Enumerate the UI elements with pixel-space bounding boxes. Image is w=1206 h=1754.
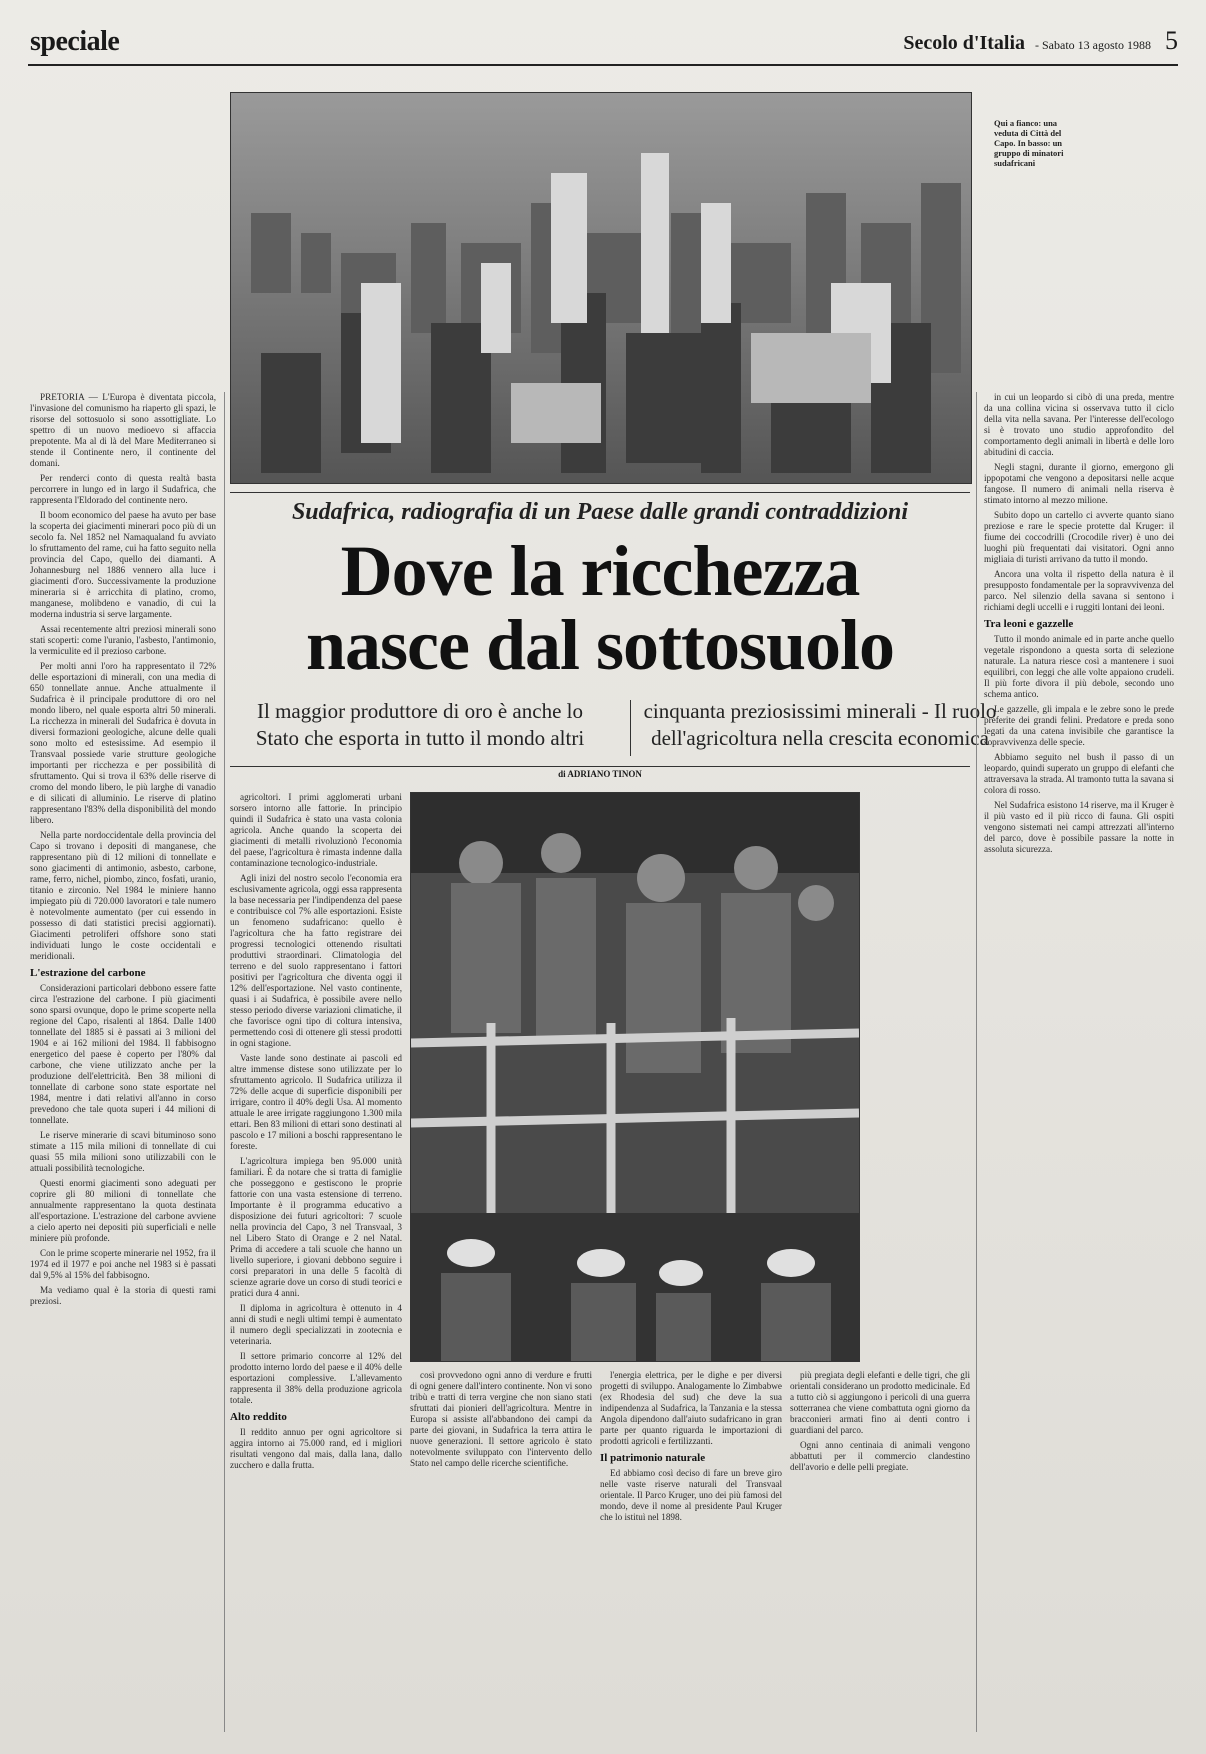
paragraph: Subito dopo un cartello ci avverte quanto siano preziose e rare le specie protette dal Kruger: il fiume dei coccodrilli (Crocodile river) è uno dei luoghi più frequentati dai visitatori. Ogni anno migliaia di turisti arrivano da tutto il mondo. [984, 510, 1174, 564]
kicker: Sudafrica, radiografia di un Paese dalle grandi contraddizioni [230, 492, 970, 526]
paragraph: Il settore primario concorre al 12% del prodotto interno lordo del paese e il 40% delle esportazioni complessive. L'allevamento rappresenta il 38% della produzione agricola totale. [230, 1351, 402, 1405]
city-photo [230, 92, 972, 484]
article-column-4 [600, 1370, 782, 1732]
paragraph: Ancora una volta il rispetto della natura è il presupposto fondamentale per la sopravvivenza del parco. Nel silenzio della savana si sentono i richiami degli uccelli e i ruggiti lontani dei leoni. [984, 569, 1174, 612]
paragraph: Negli stagni, durante il giorno, emergono gli ippopotami che vengono a depositarsi nelle acque fangose. Il numero di animali nella riserva è stimato intorno al mezzo milione. [984, 462, 1174, 505]
paragraph: Per renderci conto di questa realtà basta percorrere in lungo ed in largo il Sudafrica, che rappresenta l'Eldorado del continente nero. [30, 473, 216, 505]
deck-right: cinquanta preziosissimi minerali - Il ruolo dell'agricoltura nella crescita economica [643, 699, 997, 750]
column-rule [224, 392, 225, 1732]
paragraph: Il reddito annuo per ogni agricoltore si aggira intorno ai 75.000 rand, ed i migliori risultati vengono dal mais, dalla lana, dallo zucchero e dalla frutta. [230, 1427, 402, 1470]
article-column-6 [984, 392, 1174, 1732]
paragraph: Abbiamo seguito nel bush il passo di un leopardo, quindi superato un gruppo di elefanti che attraversava la strada. Al tramonto tutta la savana si colora di rosso. [984, 752, 1174, 795]
photo-caption: Qui a fianco: una veduta di Città del Capo. In basso: un gruppo di minatori sudafricani [994, 118, 1064, 168]
paragraph: Agli inizi del nostro secolo l'economia era esclusivamente agricola, oggi essa rappresenta la base necessaria per l'indipendenza del paese e contribuisce col 7% alle esportazioni. Esiste un fenomeno sudafricano: quello è l'agricoltura che ha fatto registrare dei progressi tecnologici ottenendo risultati produttivi straordinari. Climatologia del terreno e del suolo rappresentano i fattori positivi per l'agricoltura che diventa oggi il 12% dell'esportazione. Nel vasto continente, quasi i ai Sudafrica, è possibile avere nello stesso periodo diverse variazioni climatiche, il che favorisce ogni tipo di coltura intensiva, permettendo così di ottenere gli stessi prodotti in ogni stagione. [230, 873, 402, 1048]
deck-divider [630, 700, 631, 756]
paragraph: Nella parte nordoccidentale della provincia del Capo si trovano i depositi di manganese, che rappresentano più di 12 milioni di tonnellate e sono giacimenti di antimonio, asbesto, carbone, rame, ferro, nichel, piombo, zinco, fosfati, uranio, titanio e zirconio. Nel 1984 le miniere hanno impiegato più di 720.000 lavoratori e tale numero è notevolmente aumentato (per cui essendo in possesso di dati statistici precisi aggiornati). Giacimenti petroliferi offshore sono stati individuati lungo le coste occidentali e meridionali. [30, 830, 216, 961]
paragraph: Ma vediamo qual è la storia di questi rami preziosi. [30, 1285, 216, 1306]
paragraph: Ed abbiamo così deciso di fare un breve giro nelle vaste riserve naturali del Transvaal orientale. Il Parco Kruger, uno dei più famosi del mondo, deve il nome al presidente Paul Kruger che lo istituì nel 1898. [600, 1468, 782, 1522]
deck-left: Il maggior produttore di oro è anche lo Stato che esporta in tutto il mondo altri [255, 699, 585, 750]
paragraph: Il diploma in agricoltura è ottenuto in 4 anni di studi e negli ultimi tempi è aumentato il numero degli specializzati in zootecnia e veterinaria. [230, 1303, 402, 1346]
paragraph: Nel Sudafrica esistono 14 riserve, ma il Kruger è il più vasto ed il più ricco di fauna. Gli ospiti vengono sistemati nei campi attrezzati all'interno del parco, dove è possibile passare la notte in assoluta sicurezza. [984, 800, 1174, 854]
subheading: Il patrimonio naturale [600, 1452, 706, 1464]
paragraph: Considerazioni particolari debbono essere fatte circa l'estrazione del carbone. I più giacimenti sono sparsi ovunque, dopo le prime scoperte nella regione del Capo, risalenti al 1864. Dalle 1400 tonnellate del 1885 si è passati ai 3 milioni del 1904 e ai 162 milioni del 1984. Il fabbisogno energetico del paese è coperto per l'80% dal carbone, che viene utilizzato anche per la produzione dell'elettricità. Ben 38 milioni di tonnellate di carbone sono state esportate nel 1984, mentre i dati relativi all'anno in corso prevedono che tale quota superi i 44 milioni di tonnellate. [30, 983, 216, 1125]
paragraph: agricoltori. I primi agglomerati urbani sorsero intorno alle fattorie. In principio quindi il Sudafrica è stato una vasta colonia agricola. Anche quando la scoperta dei giacimenti di metalli rivoluzionò l'economia del paese, l'agricoltura è rimasta indenne dalla contaminazione tecnologico-industriale. [230, 792, 402, 868]
paragraph: in cui un leopardo si cibò di una preda, mentre da una collina vicina si osservava tutto il ciclo della vita nella savana. Per l'interesse dell'ecologo si è trovato uno studio approfondito del comportamento degli animali in libertà e delle loro abitudini di caccia. [984, 392, 1174, 457]
miners-photo [410, 792, 860, 1362]
header-rule [28, 64, 1178, 66]
paragraph: più pregiata degli elefanti e delle tigri, che gli orientali considerano un prodotto medicinale. Ed a tutto ciò si aggiungono i pericoli di una guerra sotterranea che viene combattuta ogni giorno da bracconieri armati fino ai denti contro i guardiani del parco. [790, 1370, 970, 1435]
paragraph: Le riserve minerarie di scavi bituminoso sono stimate a 115 mila milioni di tonnellate di cui quasi 55 mila milioni sono utilizzabili con le attuali possibilità tecnologiche. [30, 1130, 216, 1173]
paragraph: Questi enormi giacimenti sono adeguati per coprire gli 80 milioni di tonnellate che annualmente rappresentano la quota destinata all'esportazione. L'estrazione del carbone avviene a cielo aperto nei depositi più superficiali e nelle miniere più profonde. [30, 1178, 216, 1243]
article-column-1 [30, 392, 216, 1732]
paragraph: Il boom economico del paese ha avuto per base la scoperta dei giacimenti minerari poco più di un secolo fa. Nel 1852 nel Namaqualand fu avviato lo sfruttamento del rame, cui ha fatto seguito nella provincia del Capo, quello dei diamanti. A Johannesburg nel 1886 vennero alla luce i giacimenti d'oro. Successivamente la produzione mineraria si è arricchita di platino, cromo, manganese, molibdeno e vanadio, di cui la moderna industria si serve largamente. [30, 510, 216, 619]
subheading: Alto reddito [230, 1411, 287, 1423]
miners-image [411, 793, 859, 1361]
subheading: Tra leoni e gazzelle [984, 618, 1074, 630]
article-column-2 [230, 792, 402, 1732]
paragraph: Assai recentemente altri preziosi minerali sono stati scoperti: come l'uranio, l'asbesto, l'antimonio, la vermiculite ed il prezioso carbone. [30, 624, 216, 656]
issue-date: - Sabato 13 agosto 1988 [1035, 38, 1151, 52]
paragraph: PRETORIA — L'Europa è diventata piccola, l'invasione del comunismo ha riaperto gli spazi, le risorse del sottosuolo si sono assottigliate. Lo spettro di un nuovo medioevo si affaccia prepotente. Ma al di là del Mare Mediterraneo si stende il Continente nero, il continente del domani. [30, 392, 216, 468]
column-rule [976, 392, 977, 1732]
newspaper-name: Secolo d'Italia [903, 32, 1025, 54]
section-label: speciale [30, 26, 120, 57]
paragraph: l'energia elettrica, per le dighe e per diversi progetti di sviluppo. Analogamente lo Zimbabwe (ex Rhodesia del sud) che deve la sua indipendenza al Sudafrica, la Tanzania e la stessa Angola dipendono dall'aiuto sudafricano in gran parte per quanto riguarda le importazioni di prodotti agricoli e fertilizzanti. [600, 1370, 782, 1446]
paragraph: così provvedono ogni anno di verdure e frutti di ogni genere dall'intero continente. Non vi sono tribù e tratti di terra vergine che non siano stati sfruttati dai pionieri dell'agricoltura. Mentre in Europa si assiste all'abbandono dei campi da parte dei giovani, in Sudafrica la terra attira le nuove generazioni. Il settore agricolo è stato notevolmente sviluppato con l'intervento dello Stato nel campo delle ricerche scientifiche. [410, 1370, 592, 1468]
article-column-5 [790, 1370, 970, 1732]
paragraph: Tutto il mondo animale ed in parte anche quello vegetale rispondono a questa sorta di selezione naturale. La natura riesce così a mantenere i suoi equilibri, con leggi che alle volte appaiono crudeli. Il più forte divora il più debole, secondo uno schema antico. [984, 634, 1174, 699]
headline-line-2: nasce dal sottosuolo [305, 605, 895, 685]
headline [230, 531, 970, 685]
paragraph: Con le prime scoperte minerarie nel 1952, fra il 1974 ed il 1977 e poi anche nel 1983 si è passati dal 9,5% al 15% del fabbisogno. [30, 1248, 216, 1280]
paragraph: L'agricoltura impiega ben 95.000 unità familiari. È da notare che si tratta di famiglie che posseggono e gestiscono le proprie fattorie con una vasta estensione di terreno. Importante è il programma educativo a disposizione dei futuri agricoltori: 7 scuole nella provincia del Capo, 3 nel Transvaal, 3 nel Libero Stato di Orange e 2 nel Natal. Prima di accedere a tali scuole che hanno un livello superiore, i giovani debbono seguire i corsi preparatori in una delle 5 facoltà di scienze agrarie dove un corso di studi teorici e pratici dura 4 anni. [230, 1156, 402, 1298]
paragraph: Per molti anni l'oro ha rappresentato il 72% delle esportazioni di minerali, con una media di 650 tonnellate annue. Anche attualmente il Sudafrica è il principale produttore di oro nel mondo libero, nel quale esporta altri 50 minerali. La ricchezza in minerali del Sudafrica è dovuta in diversi formazioni geologiche, alcune delle quali sono molto ed estesissime. Ad esempio il Transvaal possiede varie strutture geologiche importanti per ricchezza e per possibilità di sfruttamento. Qui si trova il 63% delle riserve di cromo del mondo libero, le più larghe di vanadio e di silicati di alluminio. Le riserve di platino rappresentano l'83% della disponibilità del mondo libero. [30, 661, 216, 825]
subheading: L'estrazione del carbone [30, 967, 146, 979]
paragraph: Ogni anno centinaia di animali vengono abbattuti per il commercio clandestino dell'avorio e delle pelli pregiate. [790, 1440, 970, 1472]
paragraph: Le gazzelle, gli impala e le zebre sono le prede preferite dei grandi felini. Predatore e preda sono legati da una catena invisibile che garantisce la sopravvivenza delle specie. [984, 704, 1174, 747]
city-skyline-image [231, 93, 971, 483]
headline-line-1: Dove la ricchezza [340, 531, 860, 611]
article-column-3 [410, 1370, 592, 1732]
masthead [903, 26, 1178, 56]
paragraph: Vaste lande sono destinate ai pascoli ed altre immense distese sono utilizzate per lo sfruttamento agricolo. Il Sudafrica utilizza il 72% delle acque di superficie disponibili per irrigare, contro il 40% degli Usa. Al momento attuale le aree irrigate raggiungono 1.300 mila ettari. Ben 83 milioni di ettari sono destinati al pascolo e 17 milioni a boschi rappresentano le foreste. [230, 1053, 402, 1151]
page-number: 5 [1165, 26, 1178, 55]
byline: di ADRIANO TINON [230, 766, 970, 779]
